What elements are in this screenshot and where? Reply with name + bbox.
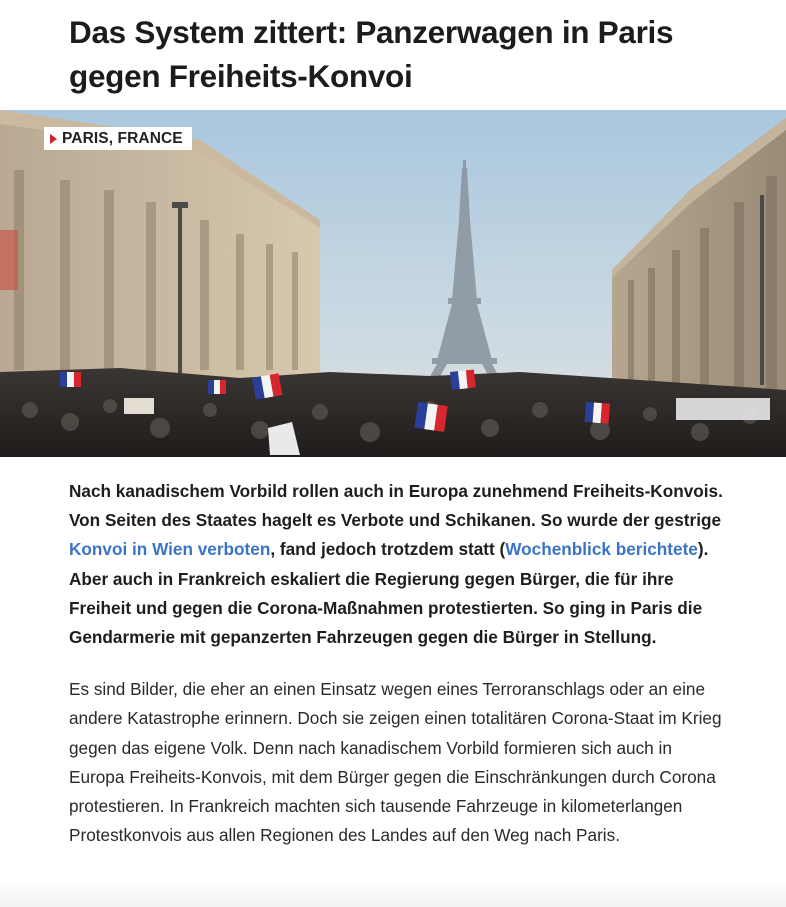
bottom-fade bbox=[0, 880, 786, 907]
article-body bbox=[69, 477, 729, 850]
lead-text-1: Nach kanadischem Vorbild rollen auch in Europa zunehmend Freiheits-Konvois. Von Seiten des Staates hagelt es Verbote und Schikanen. So wurde der gestrige bbox=[69, 481, 723, 531]
hero-image bbox=[0, 110, 786, 457]
lead-paragraph bbox=[69, 477, 729, 652]
paris-protest-photo bbox=[0, 110, 786, 457]
lead-text-3: ). Aber auch in Frankreich eskaliert die Regierung gegen Bürger, die für ihre Freiheit und gegen die Corona-Maßnahmen protestierten. So ging in Paris die Gendarmerie mit gepanzerten Fahrzeugen gegen die Bürger in Stellung. bbox=[69, 539, 709, 648]
lead-text-2: , fand jedoch trotzdem statt ( bbox=[270, 539, 506, 560]
link-konvoi-wien[interactable]: Konvoi in Wien verboten bbox=[69, 539, 271, 560]
play-marker-icon bbox=[50, 134, 57, 144]
location-badge bbox=[44, 127, 192, 150]
link-wochenblick[interactable]: Wochenblick berichtete bbox=[505, 539, 698, 560]
location-label: PARIS, FRANCE bbox=[62, 129, 183, 147]
article-headline: Das System zittert: Panzerwagen in Paris gegen Freiheits-Konvoi bbox=[69, 14, 674, 94]
body-paragraph: Es sind Bilder, die eher an einen Einsatz wegen eines Terroranschlags oder an eine andere Katastrophe erinnern. Doch sie zeigen einen totalitären Corona-Staat im Krieg gegen das eigene Volk. Denn nach kanadischem Vorbild formieren sich auch in Europa Freiheits-Konvois, mit dem Bürger gegen die Einschränkungen durch Corona protestieren. In Frankreich machten sich tausende Fahrzeuge in kilometerlangen Protestkonvois aus allen Regionen des Landes auf den Weg nach Paris. bbox=[69, 679, 722, 846]
